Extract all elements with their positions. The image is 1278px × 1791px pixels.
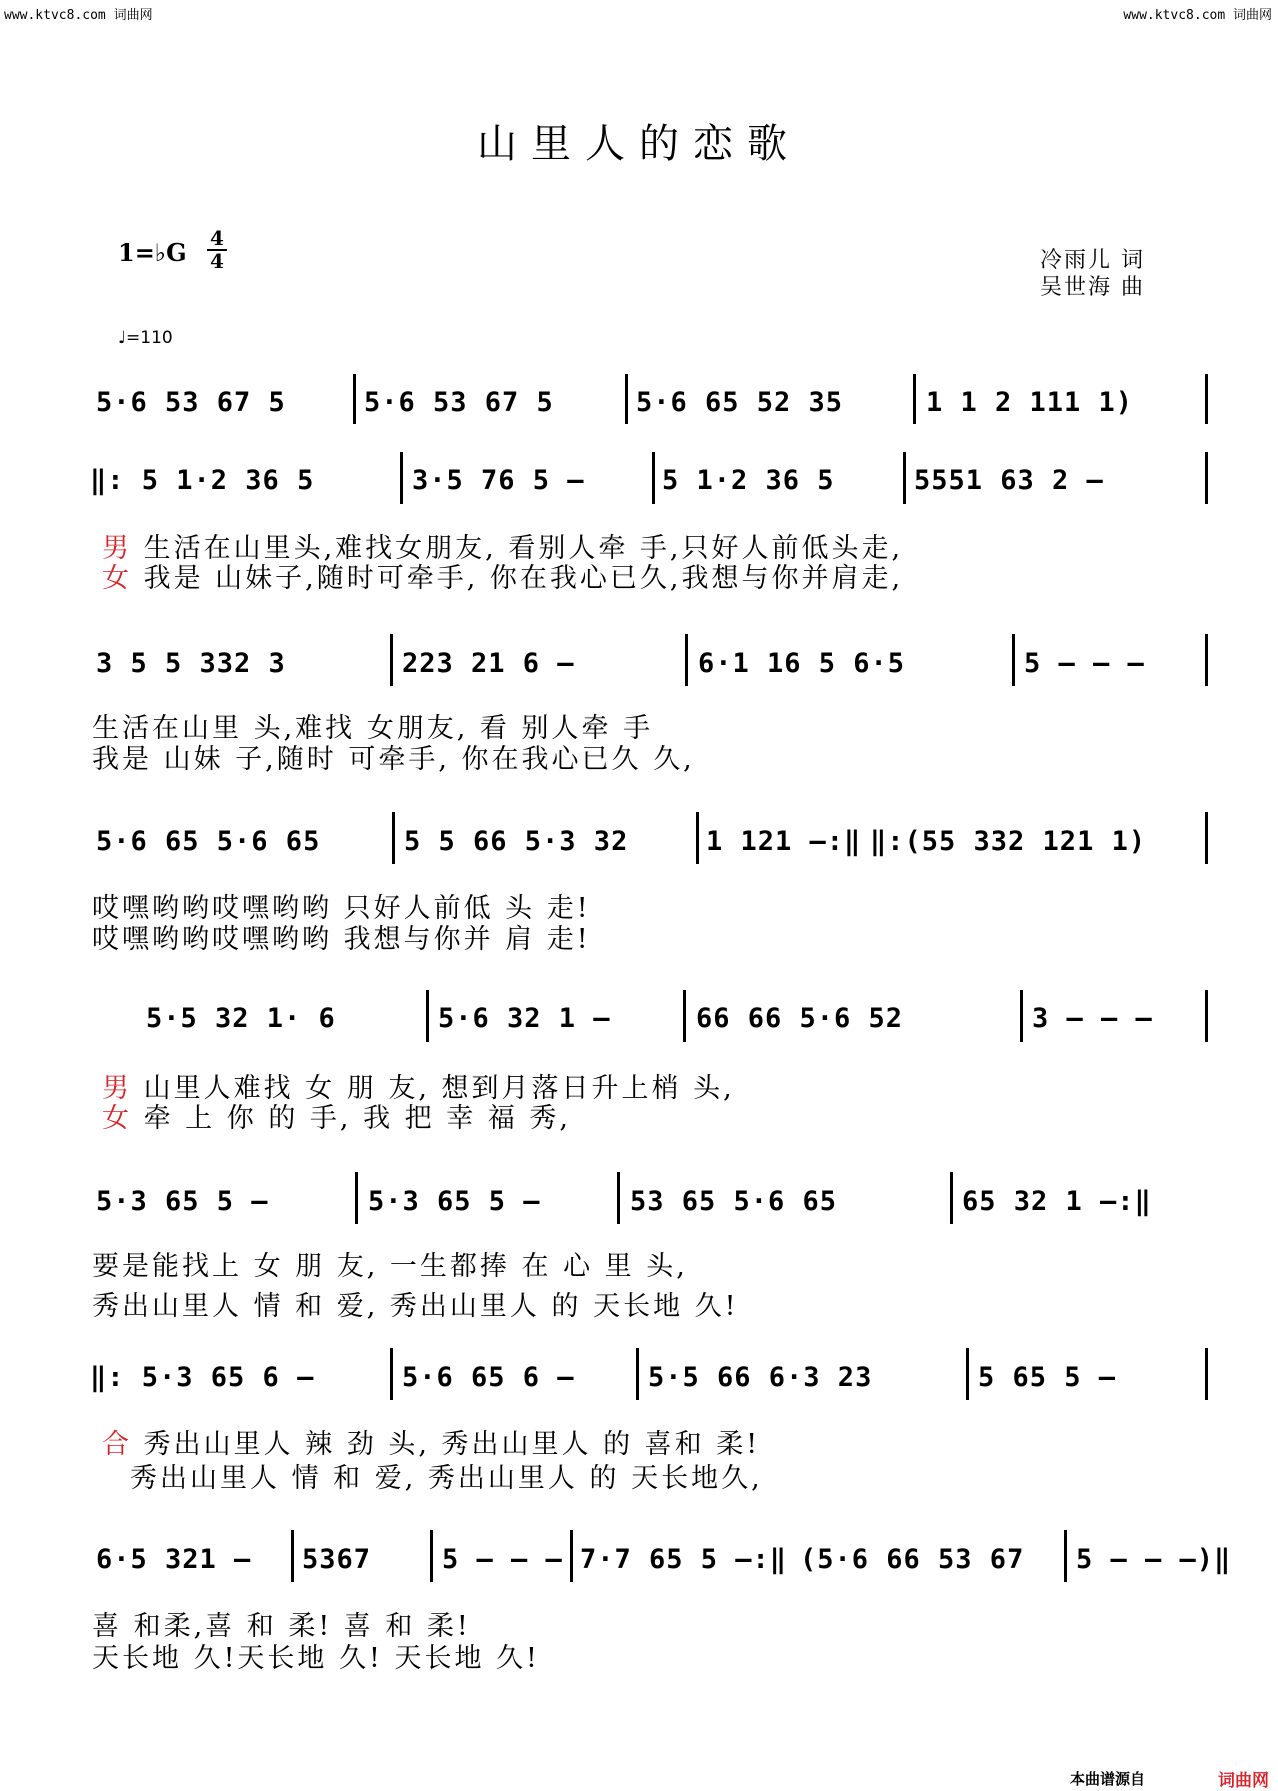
lyric-line: 要是能找上 女 朋 友, 一生都捧 在 心 里 头, (92, 1251, 688, 1282)
measure: 66 66 5·6 52 (696, 1003, 904, 1034)
measure: 5551 63 2 – (914, 465, 1104, 496)
measure: 5 65 5 – (978, 1362, 1117, 1393)
measure: 5·6 65 6 – (402, 1362, 575, 1393)
measure: 5·3 65 5 – (368, 1186, 541, 1217)
measure: 5·6 65 52 35 (636, 387, 844, 418)
role-label-chorus: 合 (102, 1429, 132, 1460)
measure: ‖:(55 332 121 1) (870, 826, 1147, 857)
measure: 7·7 65 5 –:‖ (580, 1544, 788, 1575)
lyric-line: 哎嘿哟哟哎嘿哟哟 只好人前低 头 走! (92, 893, 591, 924)
measure: ‖: 5·3 65 6 – (90, 1362, 315, 1393)
measure: 5·5 66 6·3 23 (648, 1362, 873, 1393)
time-signature (205, 228, 229, 272)
lyricist-credit: 冷雨儿 词 (1040, 248, 1145, 273)
song-title: 山里人的恋歌 (477, 121, 801, 167)
time-signature-bottom: 4 (210, 249, 224, 273)
measure: 3 – – – (1032, 1003, 1153, 1034)
measure: 5 5 66 5·3 32 (404, 826, 629, 857)
lyric-line: 哎嘿哟哟哎嘿哟哟 我想与你并 肩 走! (92, 924, 591, 955)
role-label-male: 男 (102, 1073, 132, 1104)
measure: 3·5 76 5 – (412, 465, 585, 496)
lyric-line: 生活在山里头,难找女朋友, 看别人牵 手,只好人前低头走, (143, 533, 904, 564)
measure: 5 1·2 36 5 (662, 465, 835, 496)
measure: 5 – – – (442, 1544, 563, 1575)
lyric-line: 我是 山妹子,随时可牵手, 你在我心已久,我想与你并肩走, (143, 563, 904, 594)
lyric-line: 秀出山里人 情 和 爱, 秀出山里人 的 天长地久, (130, 1463, 763, 1494)
lyric-line: 秀出山里人 情 和 爱, 秀出山里人 的 天长地 久! (92, 1291, 739, 1322)
key-signature: 1=♭G (118, 238, 187, 267)
measure: 1 1 2 111 1) (926, 387, 1134, 418)
measure: 223 21 6 – (402, 648, 575, 679)
measure: 65 32 1 –:‖ (962, 1186, 1152, 1217)
composer-credit: 吴世海 曲 (1040, 275, 1145, 300)
lyric-line: 山里人难找 女 朋 友, 想到月落日升上梢 头, (143, 1073, 735, 1104)
role-label-female: 女 (102, 1103, 132, 1134)
lyric-line: 我是 山妹 子,随时 可牵手, 你在我心已久 久, (92, 744, 695, 775)
measure: 5367 (302, 1544, 372, 1575)
lyric-line: 喜 和柔,喜 和 柔! 喜 和 柔! (92, 1611, 471, 1642)
tempo-mark: ♩=110 (118, 328, 173, 348)
measure: 5·6 53 67 5 (364, 387, 554, 418)
measure: 5·6 32 1 – (438, 1003, 611, 1034)
measure: 5·3 65 5 – (96, 1186, 269, 1217)
measure: ‖: 5 1·2 36 5 (90, 465, 315, 496)
site-logo[interactable]: 词曲网 (1218, 1771, 1269, 1791)
lyric-line: 生活在山里 头,难找 女朋友, 看 别人牵 手 (92, 713, 654, 744)
measure: 6·1 16 5 6·5 (698, 648, 906, 679)
measure: 1 121 –:‖ (706, 826, 862, 857)
lyric-line: 天长地 久!天长地 久! 天长地 久! (92, 1643, 540, 1674)
header-url-left[interactable]: www.ktvc8.com 词曲网 (4, 8, 153, 23)
role-label-female: 女 (102, 563, 132, 594)
measure: 5·6 53 67 5 (96, 387, 286, 418)
measure: 5·6 65 5·6 65 (96, 826, 321, 857)
measure: 5 – – –)‖ (1076, 1544, 1232, 1575)
time-signature-top: 4 (210, 226, 224, 250)
footer-source: 本曲谱源自 (1070, 1770, 1146, 1788)
measure: 5 – – – (1024, 648, 1145, 679)
lyric-line: 秀出山里人 辣 劲 头, 秀出山里人 的 喜和 柔! (143, 1429, 761, 1460)
measure: 53 65 5·6 65 (630, 1186, 838, 1217)
role-label-male: 男 (102, 533, 132, 564)
measure: 6·5 321 – (96, 1544, 252, 1575)
measure: 5·5 32 1· 6 (146, 1003, 336, 1034)
header-url-right[interactable]: www.ktvc8.com 词曲网 (1123, 8, 1272, 23)
measure: (5·6 66 53 67 (800, 1544, 1025, 1575)
measure: 3 5 5 332 3 (96, 648, 286, 679)
lyric-line: 牵 上 你 的 手, 我 把 幸 福 秀, (143, 1103, 572, 1134)
